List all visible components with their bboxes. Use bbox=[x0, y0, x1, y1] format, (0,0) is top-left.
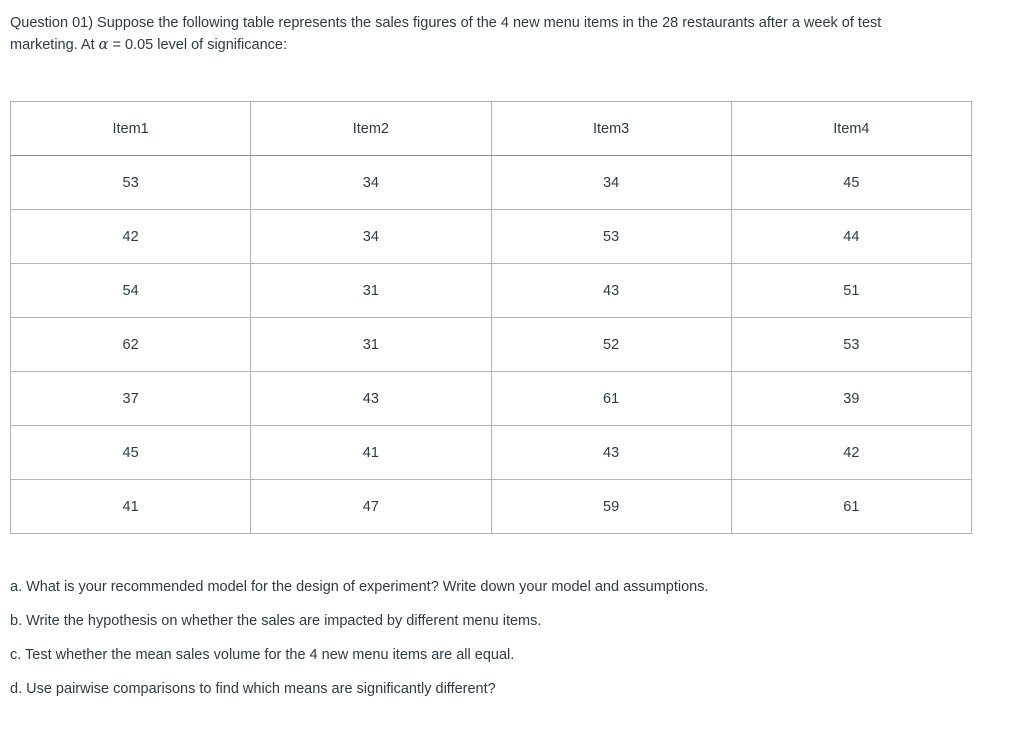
header-item3: Item3 bbox=[491, 102, 731, 156]
table-cell: 42 bbox=[731, 426, 971, 480]
table-cell: 53 bbox=[491, 210, 731, 264]
table-cell: 42 bbox=[11, 210, 251, 264]
table-cell: 44 bbox=[731, 210, 971, 264]
table-cell: 41 bbox=[251, 426, 491, 480]
table-row bbox=[11, 156, 972, 210]
table-row bbox=[11, 264, 972, 318]
table-row bbox=[11, 318, 972, 372]
question-line-2 bbox=[10, 34, 1010, 56]
table-cell: 54 bbox=[11, 264, 251, 318]
table-cell: 61 bbox=[731, 480, 971, 534]
table-cell: 45 bbox=[731, 156, 971, 210]
table-row bbox=[11, 210, 972, 264]
part-c: c. Test whether the mean sales volume for the 4 new menu items are all equal. bbox=[10, 647, 515, 663]
question-parts bbox=[10, 578, 709, 714]
header-item2: Item2 bbox=[251, 102, 491, 156]
part-a: a. What is your recommended model for the design of experiment? Write down your model and assumptions. bbox=[10, 579, 709, 595]
table-cell: 34 bbox=[251, 156, 491, 210]
table-cell: 52 bbox=[491, 318, 731, 372]
table-row bbox=[11, 480, 972, 534]
table-cell: 31 bbox=[251, 318, 491, 372]
header-item1: Item1 bbox=[11, 102, 251, 156]
alpha-symbol: α bbox=[98, 37, 109, 53]
question-line-2-prefix: marketing. At bbox=[10, 37, 99, 53]
table-cell: 31 bbox=[251, 264, 491, 318]
question-text bbox=[10, 12, 1010, 56]
question-line-1: Question 01) Suppose the following table represents the sales figures of the 4 new menu items in the 28 restaurants after a week of test bbox=[10, 15, 882, 31]
table-cell: 61 bbox=[491, 372, 731, 426]
table-cell: 51 bbox=[731, 264, 971, 318]
table-cell: 59 bbox=[491, 480, 731, 534]
sales-table-container bbox=[10, 101, 972, 534]
table-cell: 41 bbox=[11, 480, 251, 534]
table-row bbox=[11, 426, 972, 480]
table-cell: 37 bbox=[11, 372, 251, 426]
table-cell: 43 bbox=[491, 264, 731, 318]
table-cell: 53 bbox=[731, 318, 971, 372]
table-cell: 45 bbox=[11, 426, 251, 480]
table-cell: 34 bbox=[251, 210, 491, 264]
sales-table bbox=[10, 101, 972, 534]
table-cell: 62 bbox=[11, 318, 251, 372]
header-item4: Item4 bbox=[731, 102, 971, 156]
table-cell: 43 bbox=[491, 426, 731, 480]
table-cell: 53 bbox=[11, 156, 251, 210]
part-d: d. Use pairwise comparisons to find which means are significantly different? bbox=[10, 681, 496, 697]
question-line-2-suffix: = 0.05 level of significance: bbox=[108, 37, 287, 53]
table-cell: 34 bbox=[491, 156, 731, 210]
table-cell: 47 bbox=[251, 480, 491, 534]
table-row bbox=[11, 372, 972, 426]
table-cell: 43 bbox=[251, 372, 491, 426]
part-b: b. Write the hypothesis on whether the sales are impacted by different menu items. bbox=[10, 613, 542, 629]
table-cell: 39 bbox=[731, 372, 971, 426]
table-header-row bbox=[11, 102, 972, 156]
